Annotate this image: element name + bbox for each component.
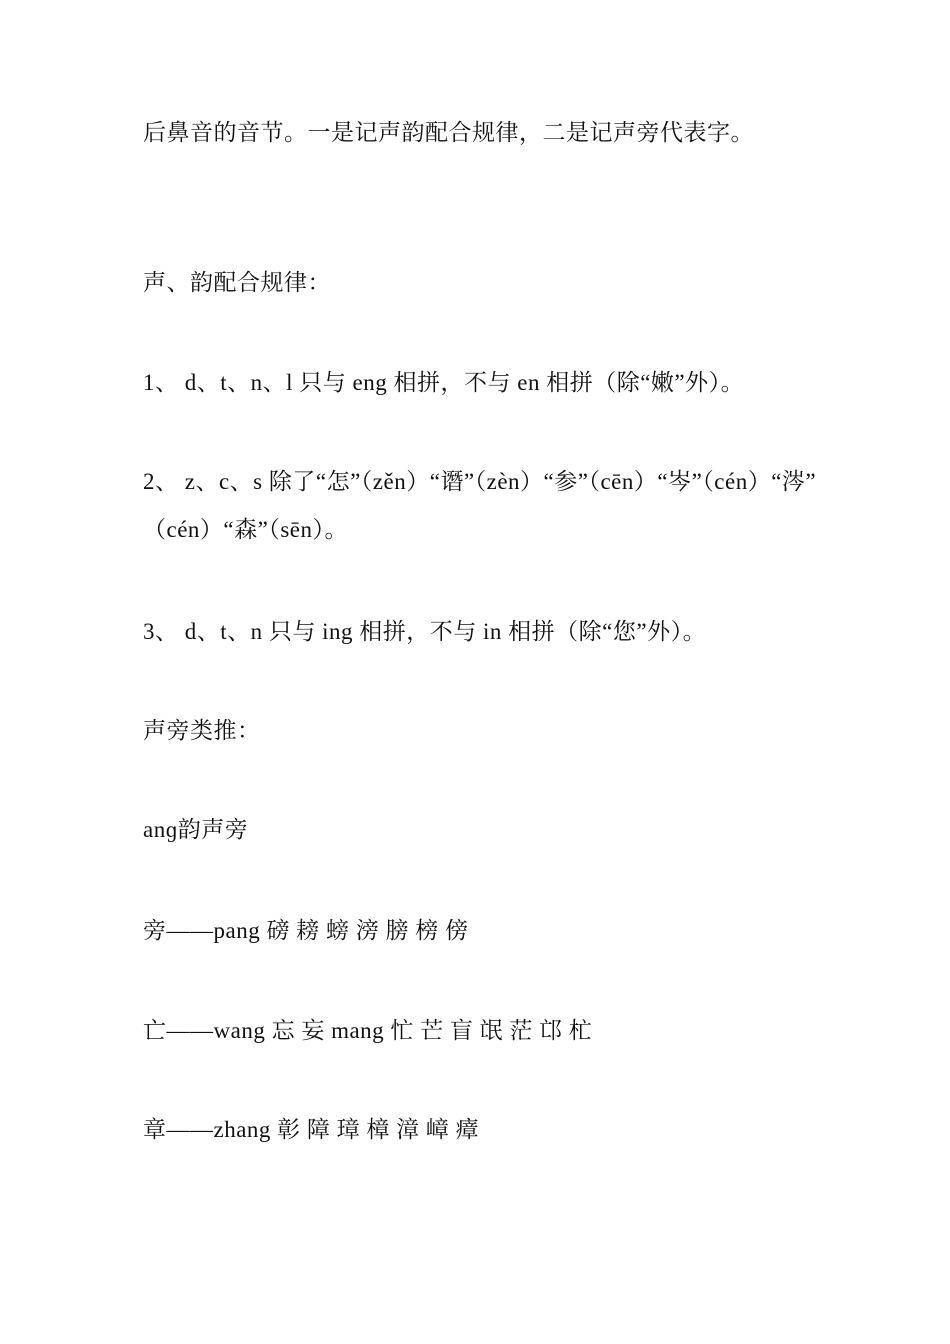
- paragraph-intro: 后鼻音的音节。一是记声韵配合规律，二是记声旁代表字。: [143, 120, 754, 145]
- heading-initial-final-rules: 声、韵配合规律：: [143, 270, 331, 295]
- rule-3: 3、 d、t、n 只与 ing 相拼，不与 in 相拼（除“您”外）。: [143, 619, 707, 644]
- radical-row-zhang: 章——zhang 彰 障 璋 樟 漳 嶂 瘴: [143, 1117, 480, 1142]
- radical-row-wang: 亡——wang 忘 妄 mang 忙 芒 盲 氓 茫 邙 杧: [143, 1018, 593, 1043]
- heading-radical-analogy: 声旁类推：: [143, 718, 261, 743]
- subheading-ang-radicals: anɡ韵声旁: [143, 817, 249, 842]
- rule-2-line-1: 2、 z、c、s 除了“怎”（zěn）“谮”（zèn）“参”（cēn）“岑”（cén）“涔”: [143, 469, 817, 494]
- radical-row-pang: 旁——pang 磅 耪 螃 滂 膀 榜 傍: [143, 918, 469, 943]
- rule-1: 1、 d、t、n、l 只与 eng 相拼，不与 en 相拼（除“嫩”外）。: [143, 370, 745, 395]
- rule-2-line-2: （cén）“森”（sēn）。: [143, 517, 348, 542]
